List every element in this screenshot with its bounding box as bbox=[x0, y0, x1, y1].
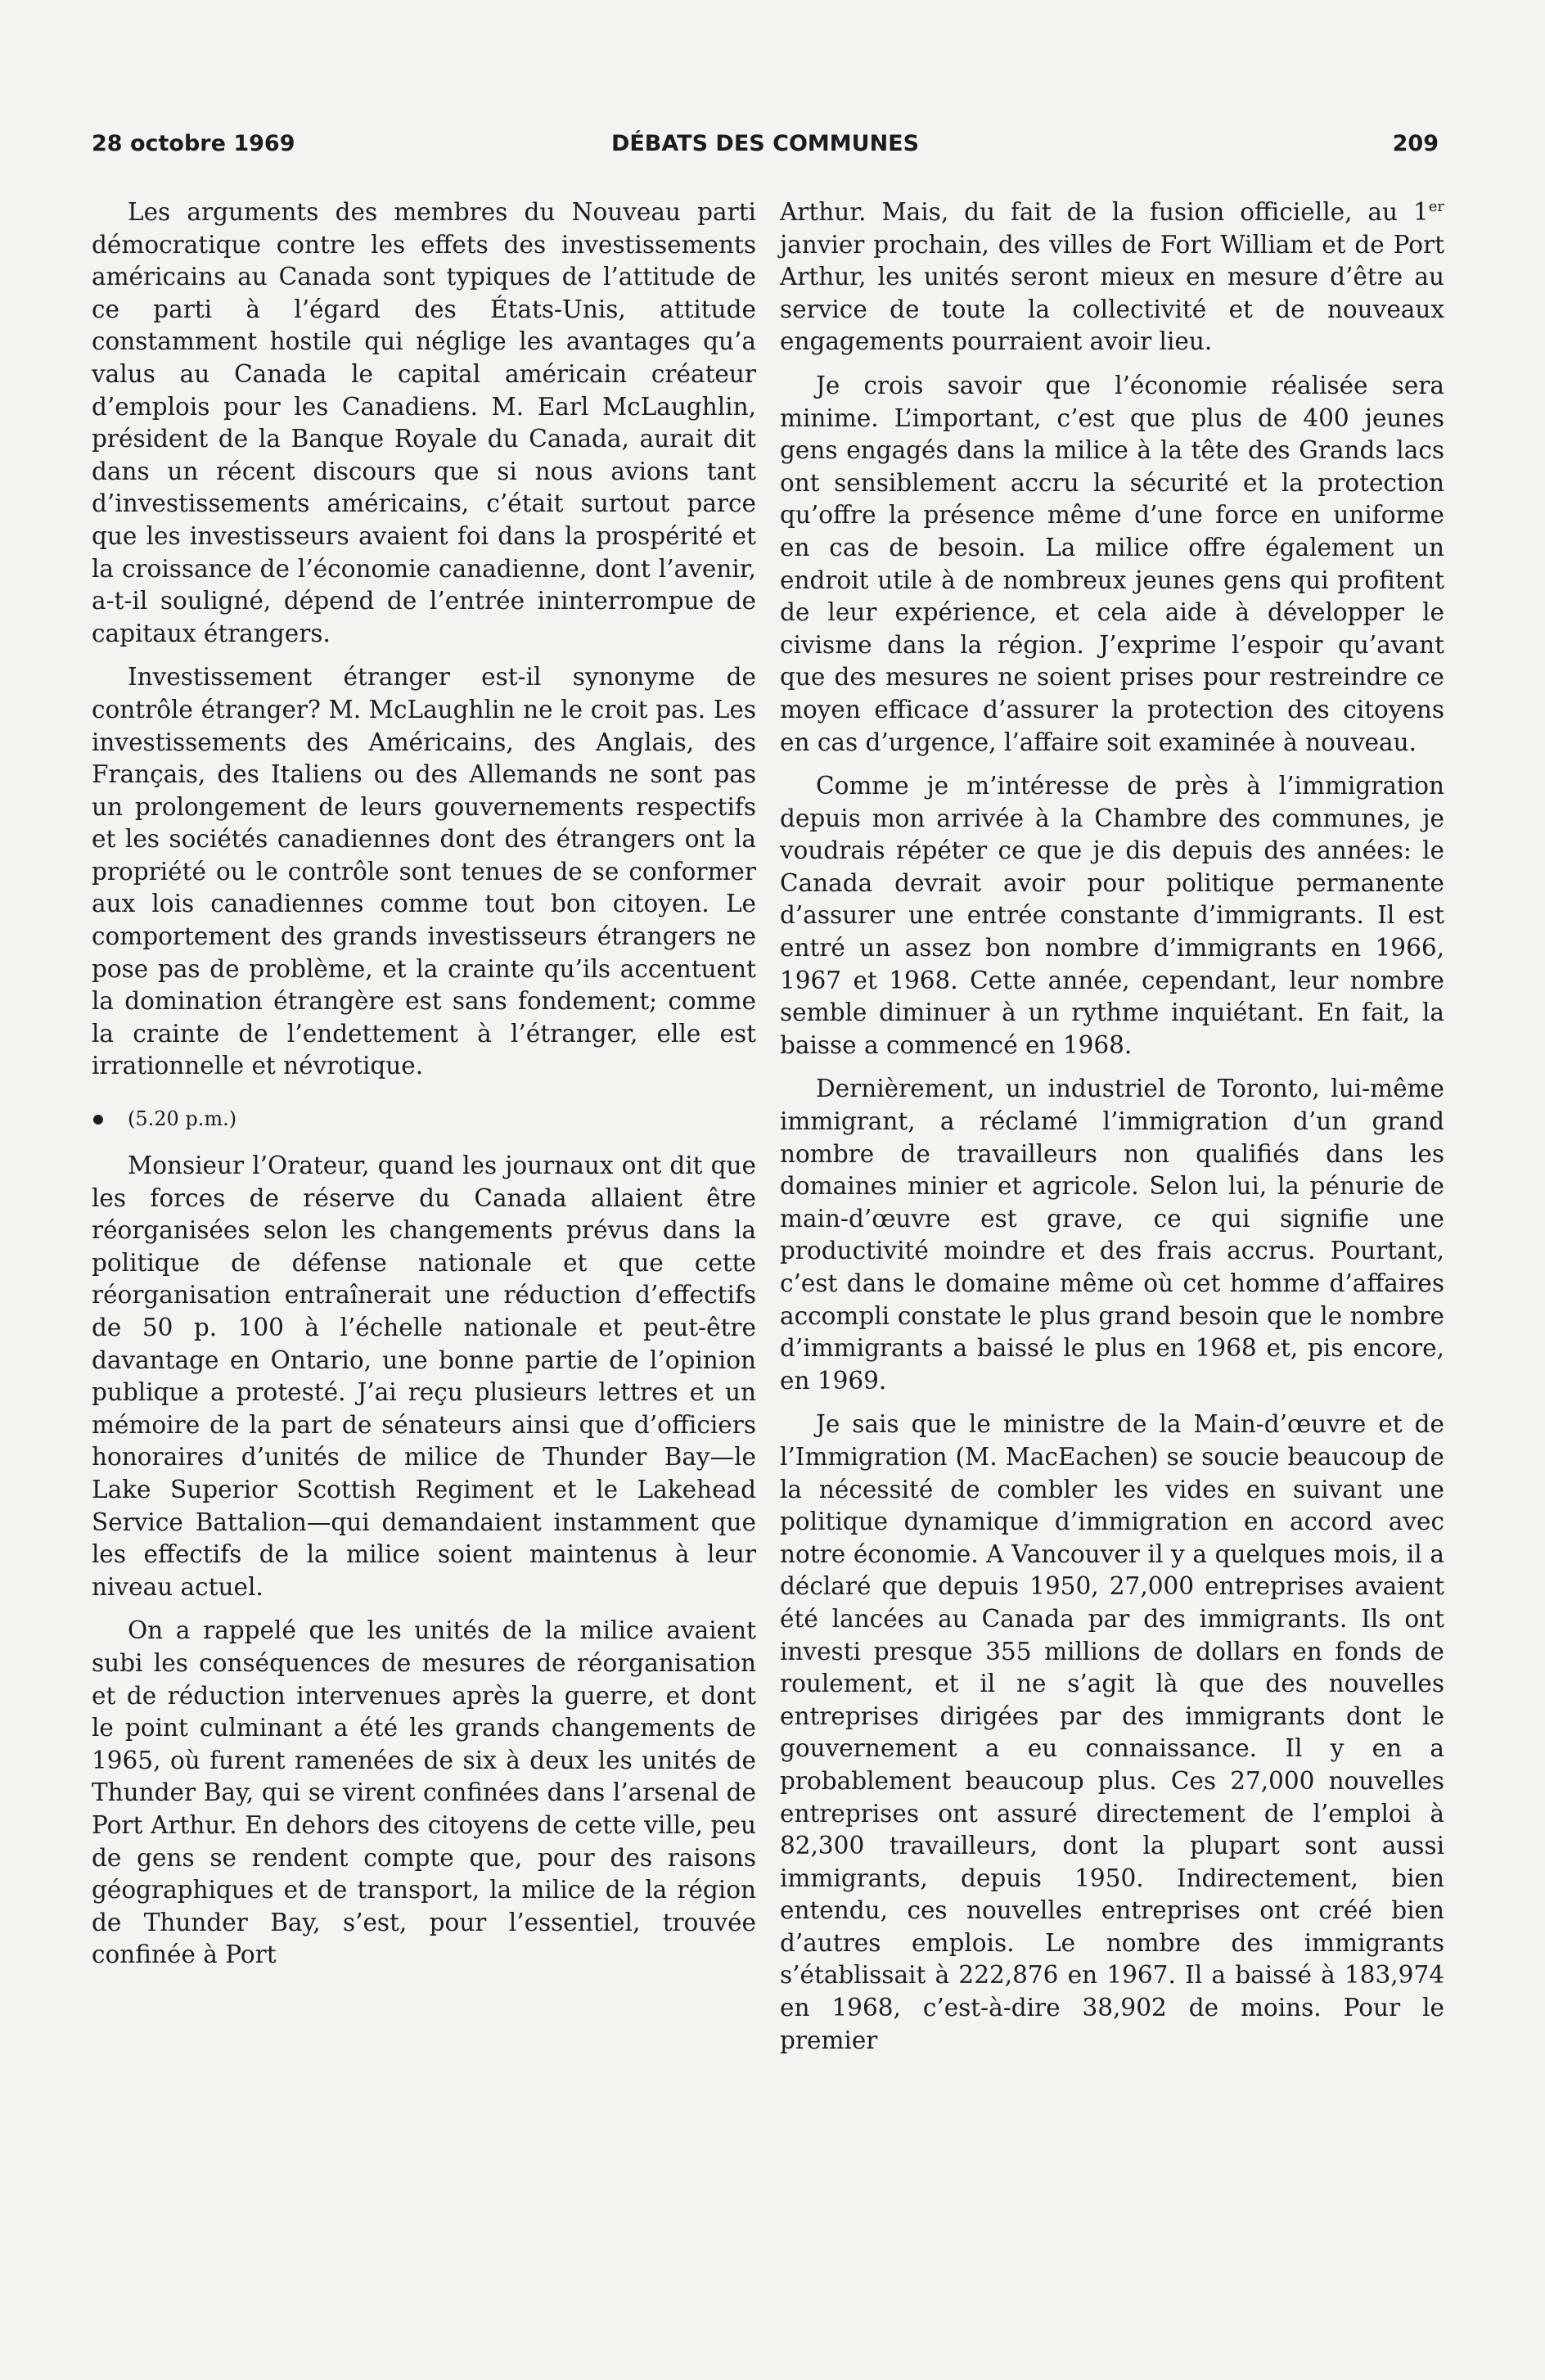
paragraph-continued bbox=[780, 196, 1444, 358]
header-date: 28 octobre 1969 bbox=[92, 131, 295, 156]
paragraph: Investissement étranger est-il synonyme de contrôle étranger? M. McLaughlin ne le croit pas. Les investissements des Américains, des Anglais, des Français, des Italiens ou des Allemands ne sont pas un prolongement de leurs gouvernements respectifs et les sociétés canadiennes dont des étrangers ont la propriété ou le contrôle sont tenues de se conformer aux lois canadiennes comme tout bon citoyen. Le comportement des grands investisseurs étrangers ne pose pas de problème, et la crainte qu’ils accentuent la domination étrangère est sans fondement; comme la crainte de l’endettement à l’étranger, elle est irrationnelle et névrotique. bbox=[92, 663, 756, 1080]
paragraph: Monsieur l’Orateur, quand les journaux ont dit que les forces de réserve du Canada allaient être réorganisées selon les changements prévus dans la politique de défense nationale et que cette réorganisation entraînerait une réduction d’effectifs de 50 p. 100 à l’échelle nationale et peut-être davantage en Ontario, une bonne partie de l’opinion publique a protesté. J’ai reçu plusieurs lettres et un mémoire de la part de sénateurs ainsi que d’officiers honoraires d’unités de milice de Thunder Bay—le Lake Superior Scottish Regiment et le Lakehead Service Battalion—qui demandaient instamment que les effectifs de la milice soient maintenus à leur niveau actuel. bbox=[92, 1152, 756, 1601]
superscript: er bbox=[1428, 198, 1444, 216]
paragraph: Je sais que le ministre de la Main-d’œuvre et de l’Immigration (M. MacEachen) se soucie beaucoup de la nécessité de combler les vides en suivant une politique dynamique d’immigration en accord avec notre économie. A Vancouver il y a quelques mois, il a déclaré que depuis 1950, 27,000 entreprises avaient été lancées au Canada par des immigrants. Ils ont investi presque 355 millions de dollars en fonds de roulement, et il ne s’agit là que des nouvelles entreprises dirigées par des immigrants dont le gouvernement a eu connaissance. Il y en a probablement beaucoup plus. Ces 27,000 nouvelles entreprises ont assuré directement de l’emploi à 82,300 travailleurs, dont la plupart sont aussi immigrants, depuis 1950. Indirectement, bien entendu, ces nouvelles entreprises ont créé bien d’autres emplois. Le nombre des immigrants s’établissait à 222,876 en 1967. Il a baissé à 183,974 en 1968, c’est-à-dire 38,902 de moins. Pour le premier bbox=[780, 1410, 1444, 2054]
header-title: DÉBATS DES COMMUNES bbox=[610, 131, 920, 156]
text-run: janvier prochain, des villes de Fort William et de Port Arthur, les unités seront mieux en mesure d’être au service de toute la collectivité et de nouveaux engagements pourraient avoir lieu. bbox=[780, 230, 1444, 356]
paragraph: Je crois savoir que l’économie réalisée sera minime. L’important, c’est que plus de 400 jeunes gens engagés dans la milice à la tête des Grands lacs ont sensiblement accru la sécurité et la protection qu’offre la présence même d’une force en uniforme en cas de besoin. La milice offre également un endroit utile à de nombreux jeunes gens qui profitent de leur expérience, et cela aide à développer le civisme dans la région. J’exprime l’espoir qu’avant que des mesures ne soient prises pour restreindre ce moyen efficace d’assurer la protection des citoyens en cas d’urgence, l’affaire soit examinée à nouveau. bbox=[780, 371, 1444, 756]
paragraph: Comme je m’intéresse de près à l’immigration depuis mon arrivée à la Chambre des communes, je voudrais répéter ce que je dis depuis des années: le Canada devrait avoir pour politique permanente d’assurer une entrée constante d’immigrants. Il est entré un assez bon nombre d’immigrants en 1966, 1967 et 1968. Cette année, cependant, leur nombre semble diminuer à un rythme inquiétant. En fait, la baisse a commencé en 1968. bbox=[780, 772, 1444, 1059]
text-run: Arthur. Mais, du fait de la fusion officielle, au 1 bbox=[780, 198, 1429, 226]
time-marker bbox=[92, 1104, 756, 1134]
bullet-icon bbox=[93, 1115, 103, 1125]
paragraph: Les arguments des membres du Nouveau parti démocratique contre les effets des investissements américains au Canada sont typiques de l’attitude de ce parti à l’égard des États-Unis, attitude constamment hostile qui néglige les avantages qu’a valus au Canada le capital américain créateur d’emplois pour les Canadiens. M. Earl McLaughlin, président de la Banque Royale du Canada, aurait dit dans un récent discours que si nous avions tant d’investissements américains, c’était surtout parce que les investisseurs avaient foi dans la prospérité et la croissance de l’économie canadienne, dont l’avenir, a-t-il souligné, dépend de l’entrée ininterrompue de capitaux étrangers. bbox=[92, 198, 756, 647]
page-number: 209 bbox=[1392, 131, 1439, 156]
paragraph: On a rappelé que les unités de la milice avaient subi les conséquences de mesures de réorganisation et de réduction intervenues après la guerre, et dont le point culminant a été les grands changements de 1965, où furent ramenées de six à deux les unités de Thunder Bay, qui se virent confinées dans l’arsenal de Port Arthur. En dehors des citoyens de cette ville, peu de gens se rendent compte que, pour des raisons géographiques et de transport, la milice de la région de Thunder Bay, s’est, pour l’essentiel, trouvée confinée à Port bbox=[92, 1616, 756, 1969]
left-column bbox=[92, 196, 756, 1983]
page-header bbox=[92, 131, 1439, 167]
paragraph: Dernièrement, un industriel de Toronto, lui-même immigrant, a réclamé l’immigration d’un grand nombre de travailleurs non qualifiés dans les domaines minier et agricole. Selon lui, la pénurie de main-d’œuvre est grave, ce qui signifie une productivité moindre et des frais accrus. Pourtant, c’est dans le domaine même où cet homme d’affaires accompli constate le plus grand besoin que le nombre d’immigrants a baissé le plus en 1968 et, pis encore, en 1969. bbox=[780, 1075, 1444, 1395]
right-column bbox=[780, 196, 1444, 2068]
time-marker-text: (5.20 p.m.) bbox=[128, 1107, 237, 1131]
